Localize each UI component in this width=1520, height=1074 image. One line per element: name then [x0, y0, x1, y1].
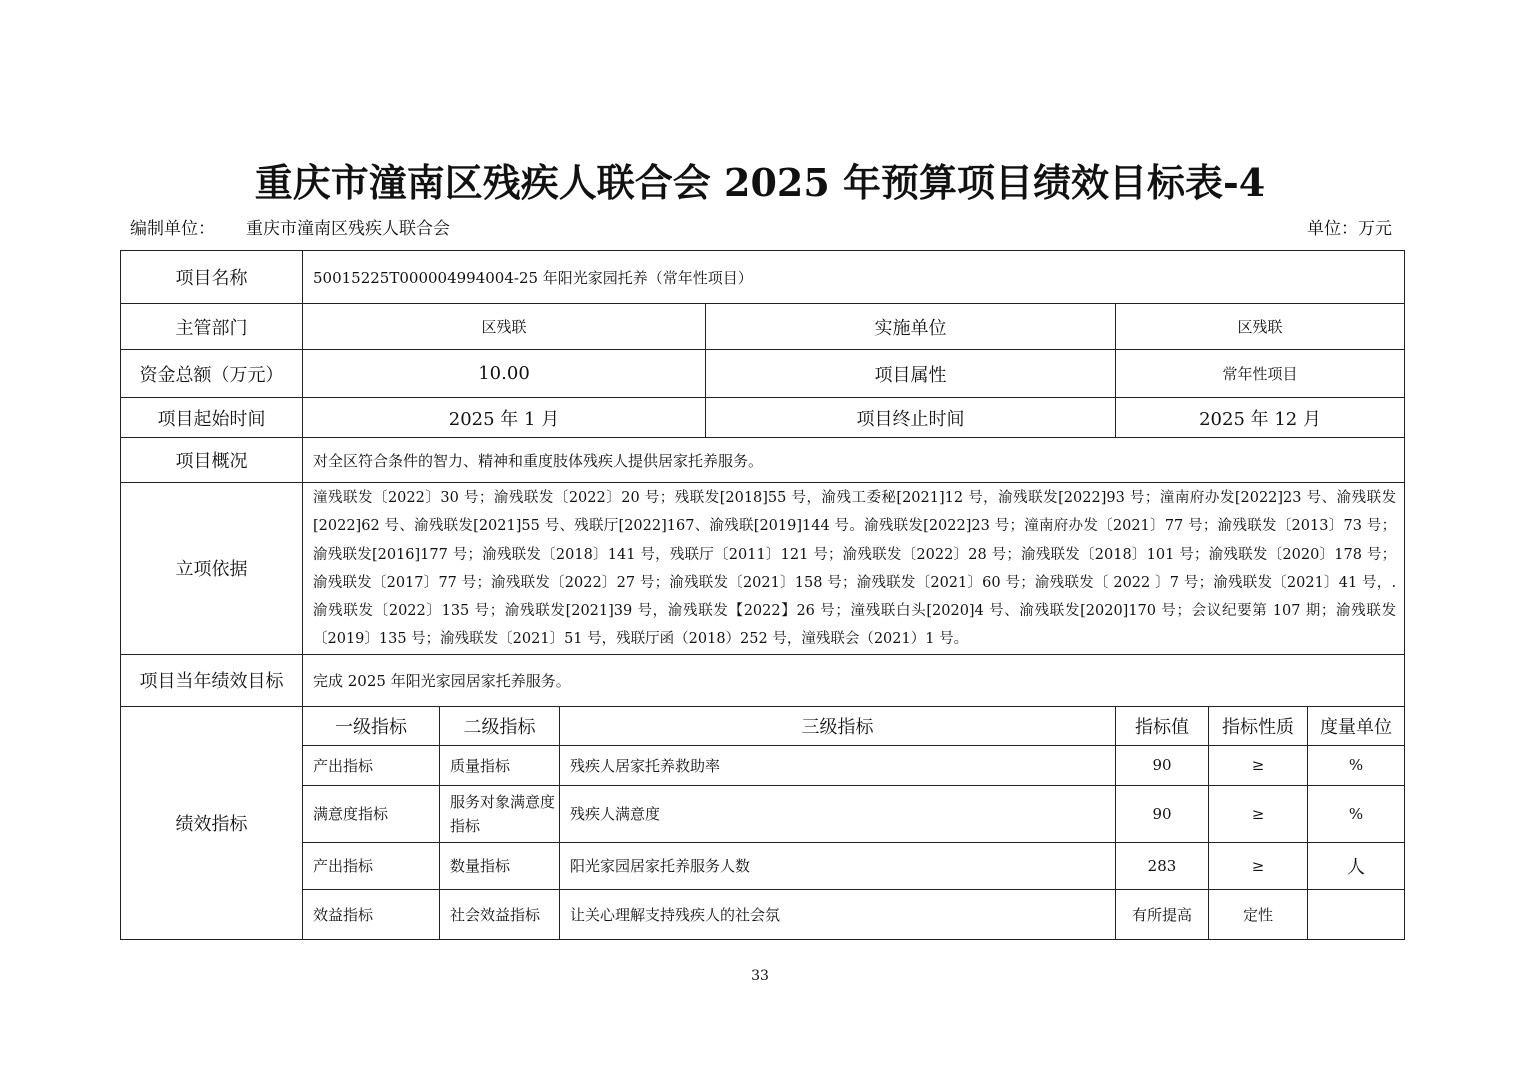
project-name-label: 项目名称: [121, 251, 303, 304]
header-level2: 二级指标: [440, 706, 560, 745]
basis-value: 潼残联发〔2022〕30 号；渝残联发〔2022〕20 号；残联发[2018]55 号，渝残工委秘[2021]12 号，渝残联发[2022]93 号；潼南府办发[2022]23 号、渝残联发[2022]62 号、渝残联发[2021]55 号、残联厅[2022]167、渝残联[2019]144 号。渝残联发[2022]23 号；潼南府办发〔2021〕77 号；渝残联发〔2013〕73 号；渝残联发[2016]177 号；渝残联发〔2018〕141 号，残联厅〔2011〕121 号；渝残联发〔2022〕28 号；渝残联发〔2018〕101 号；渝残联发〔2020〕178 号；渝残联发〔2017〕77 号；渝残联发〔2022〕27 号；渝残联发〔2021〕158 号；渝残联发〔2021〕60 号；渝残联发〔 2022 〕7 号；渝残联发〔2021〕41 号，.渝残联发〔2022〕135 号；渝残联发[2021]39 号，渝残联发【2022】26 号；潼残联白头[2020]4 号、渝残联发[2020]170 号；会议纪要第 107 期；渝残联发〔2019〕135 号；渝残联发〔2021〕51 号，残联厅函（2018）252 号，潼残联会（2021）1 号。: [303, 483, 1405, 655]
header-unit: 度量单位: [1308, 706, 1405, 745]
period-row: [121, 398, 1405, 438]
indicator-level2: 社会效益指标: [440, 889, 560, 939]
indicator-level1: 效益指标: [303, 889, 440, 939]
indicator-level1: 满意度指标: [303, 785, 440, 842]
indicator-level3: 让关心理解支持残疾人的社会氛: [560, 889, 1116, 939]
currency-unit: 单位：万元: [1307, 219, 1392, 239]
indicator-row: [121, 785, 1405, 842]
department-row: [121, 304, 1405, 350]
end-label: 项目终止时间: [706, 398, 1116, 438]
indicator-value: 有所提高: [1116, 889, 1209, 939]
fund-value: 10.00: [303, 350, 706, 398]
impl-label: 实施单位: [706, 304, 1116, 350]
project-name-value: 50015225T000004994004-25 年阳光家园托养（常年性项目）: [303, 251, 1405, 304]
indicator-unit: 人: [1308, 842, 1405, 889]
header-level3: 三级指标: [560, 706, 1116, 745]
basis-label: 立项依据: [121, 483, 303, 655]
indicator-row: [121, 889, 1405, 939]
overview-row: [121, 438, 1405, 483]
indicator-level1: 产出指标: [303, 842, 440, 889]
indicator-level3: 阳光家园居家托养服务人数: [560, 842, 1116, 889]
end-value: 2025 年 12 月: [1116, 398, 1405, 438]
compiling-unit: [130, 214, 450, 239]
indicator-unit: [1308, 889, 1405, 939]
indicator-row: [121, 842, 1405, 889]
indicator-value: 90: [1116, 745, 1209, 785]
impl-value: 区残联: [1116, 304, 1405, 350]
indicator-nature: ≥: [1209, 785, 1308, 842]
indicator-row: [121, 745, 1405, 785]
indicator-level3: 残疾人居家托养救助率: [560, 745, 1116, 785]
performance-table: [120, 250, 1405, 940]
fund-label: 资金总额（万元）: [121, 350, 303, 398]
indicator-level3: 残疾人满意度: [560, 785, 1116, 842]
goal-label: 项目当年绩效目标: [121, 654, 303, 706]
header-value: 指标值: [1116, 706, 1209, 745]
compiling-unit-value: 重庆市潼南区残疾人联合会: [246, 219, 450, 239]
fund-row: [121, 350, 1405, 398]
indicator-level2: 服务对象满意度指标: [440, 785, 560, 842]
attr-label: 项目属性: [706, 350, 1116, 398]
dept-value: 区残联: [303, 304, 706, 350]
table-meta: [130, 214, 1392, 240]
indicator-value: 90: [1116, 785, 1209, 842]
goal-row: [121, 654, 1405, 706]
indicator-unit: %: [1308, 745, 1405, 785]
attr-value: 常年性项目: [1116, 350, 1405, 398]
indicator-level2: 数量指标: [440, 842, 560, 889]
indicator-level2: 质量指标: [440, 745, 560, 785]
header-level1: 一级指标: [303, 706, 440, 745]
header-nature: 指标性质: [1209, 706, 1308, 745]
indicator-nature: 定性: [1209, 889, 1308, 939]
indicator-value: 283: [1116, 842, 1209, 889]
project-name-row: [121, 251, 1405, 304]
overview-label: 项目概况: [121, 438, 303, 483]
compiling-unit-label: 编制单位：: [130, 219, 215, 239]
start-label: 项目起始时间: [121, 398, 303, 438]
basis-row: [121, 483, 1405, 655]
indicator-unit: %: [1308, 785, 1405, 842]
indicator-nature: ≥: [1209, 842, 1308, 889]
overview-value: 对全区符合条件的智力、精神和重度肢体残疾人提供居家托养服务。: [303, 438, 1405, 483]
indicator-header-row: [121, 706, 1405, 745]
page-number: 33: [751, 968, 769, 984]
start-value: 2025 年 1 月: [303, 398, 706, 438]
indicator-nature: ≥: [1209, 745, 1308, 785]
goal-value: 完成 2025 年阳光家园居家托养服务。: [303, 654, 1405, 706]
dept-label: 主管部门: [121, 304, 303, 350]
indicator-level1: 产出指标: [303, 745, 440, 785]
page-title: 重庆市潼南区残疾人联合会 2025 年预算项目绩效目标表-4: [254, 160, 1266, 205]
perf-label: 绩效指标: [121, 706, 303, 939]
